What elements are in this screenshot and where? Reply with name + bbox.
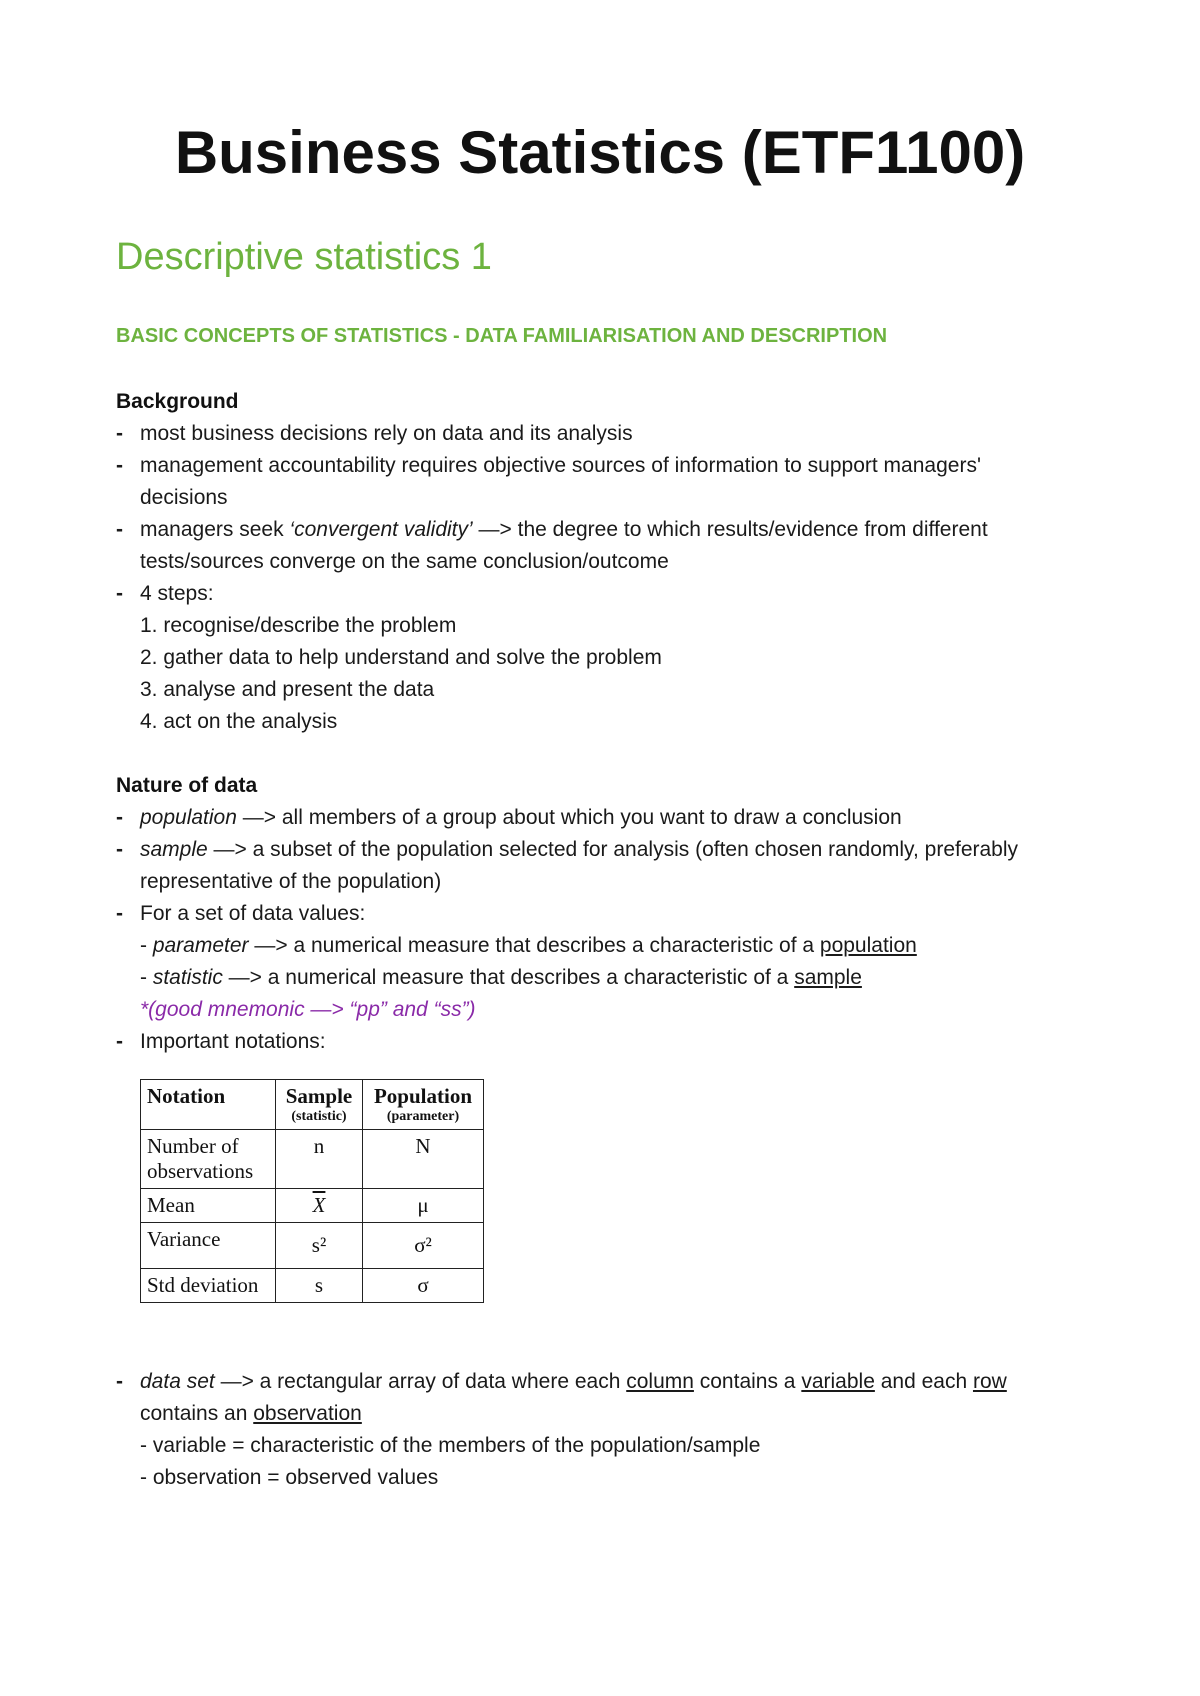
list-item	[116, 898, 1106, 1026]
subsection-title: BASIC CONCEPTS OF STATISTICS - DATA FAMILIARISATION AND DESCRIPTION	[116, 325, 888, 347]
list-item-text: tests/sources converge on the same conclusion/outcome	[140, 550, 669, 573]
list-item-text: —> a numerical measure that describes a characteristic of a	[248, 934, 820, 957]
list-item-text: Important notations:	[140, 1030, 326, 1053]
list-item-text: most business decisions rely on data and its analysis	[140, 422, 633, 445]
header-notation: Notation	[141, 1080, 276, 1130]
underlined-variable: variable	[801, 1370, 875, 1393]
steps-list	[140, 610, 1106, 738]
step-item: 1. recognise/describe the problem	[140, 614, 457, 637]
header-sample	[276, 1080, 363, 1130]
list-item	[116, 514, 1106, 578]
underlined-population: population	[819, 934, 917, 957]
mnemonic-note: *(good mnemonic —> “pp” and “ss”)	[140, 998, 476, 1021]
header-population	[363, 1080, 484, 1130]
list-item-text: -	[140, 934, 153, 957]
underlined-sample: sample	[794, 966, 862, 989]
header-sample-sub: (statistic)	[291, 1109, 347, 1124]
population-value: μ	[363, 1189, 484, 1223]
nature-heading: Nature of data	[116, 774, 258, 797]
step-item: 3. analyse and present the data	[140, 678, 435, 701]
header-population-sub: (parameter)	[386, 1109, 460, 1124]
list-item-text: decisions	[140, 486, 228, 509]
term-parameter: parameter	[152, 934, 249, 957]
sample-value: s²	[276, 1223, 363, 1269]
list-item	[116, 1366, 1106, 1494]
row-label: Number of observations	[141, 1130, 276, 1189]
list-item	[116, 450, 1106, 514]
list-item-text: - variable = characteristic of the members of the population/sample	[140, 1434, 761, 1457]
table-header-row	[141, 1080, 484, 1130]
background-section	[116, 386, 1106, 738]
step-item: 2. gather data to help understand and solve the problem	[140, 646, 662, 669]
list-item-text: —> a numerical measure that describes a characteristic of a	[222, 966, 795, 989]
list-item	[116, 578, 1106, 738]
header-sample-label: Sample	[285, 1084, 353, 1108]
table-row	[141, 1223, 484, 1269]
row-label: Std deviation	[141, 1269, 276, 1303]
list-item-text: —> all members of a group about which you want to draw a conclusion	[236, 806, 902, 829]
background-heading: Background	[116, 390, 239, 413]
list-item-text: contains an	[140, 1402, 254, 1425]
list-item-text: and each	[874, 1370, 973, 1393]
list-item-text: For a set of data values:	[140, 902, 366, 925]
list-item	[116, 834, 1106, 898]
background-list	[116, 418, 1106, 738]
list-item-text: —> a subset of the population selected for analysis (often chosen randomly, preferably	[207, 838, 1019, 861]
list-item-text: -	[140, 966, 153, 989]
list-item-text: - observation = observed values	[140, 1466, 439, 1489]
population-value: σ²	[363, 1223, 484, 1269]
population-value: σ	[363, 1269, 484, 1303]
data-set-list	[116, 1366, 1106, 1494]
row-label: Mean	[141, 1189, 276, 1223]
sample-value: s	[276, 1269, 363, 1303]
list-item-text: representative of the population)	[140, 870, 442, 893]
underlined-observation: observation	[253, 1402, 362, 1425]
underlined-column: column	[626, 1370, 694, 1393]
list-item-text: 4 steps:	[140, 582, 214, 605]
list-item-text: management accountability requires objective sources of information to support managers'	[140, 454, 981, 477]
list-item	[116, 802, 1106, 834]
population-value: N	[363, 1130, 484, 1189]
term-sample: sample	[140, 838, 208, 861]
section-title: Descriptive statistics 1	[116, 236, 492, 278]
nature-of-data-section	[116, 770, 1106, 1058]
header-population-label: Population	[373, 1084, 473, 1108]
table-row	[141, 1130, 484, 1189]
list-item-text: —> the degree to which results/evidence from different	[472, 518, 988, 541]
list-item	[116, 1026, 1106, 1058]
step-item: 4. act on the analysis	[140, 710, 338, 733]
sample-value: n	[276, 1130, 363, 1189]
list-item-text: —> a rectangular array of data where each	[214, 1370, 627, 1393]
nature-list	[116, 802, 1106, 1058]
data-set-section	[116, 1366, 1106, 1494]
table-row	[141, 1269, 484, 1303]
table-row	[141, 1189, 484, 1223]
term-population: population	[140, 806, 237, 829]
row-label: Variance	[141, 1223, 276, 1269]
term-data-set: data set	[140, 1370, 215, 1393]
list-item	[116, 418, 1106, 450]
list-item-text: contains a	[693, 1370, 802, 1393]
sample-value: $\overline{X}$	[312, 1193, 326, 1217]
term-convergent-validity: ‘convergent validity’	[289, 518, 473, 541]
term-statistic: statistic	[152, 966, 223, 989]
notation-table	[140, 1079, 484, 1303]
sample-value-cell	[276, 1189, 363, 1223]
list-item-text: managers seek	[140, 518, 290, 541]
document-title: Business Statistics (ETF1100)	[174, 119, 1026, 186]
underlined-row: row	[972, 1370, 1007, 1393]
